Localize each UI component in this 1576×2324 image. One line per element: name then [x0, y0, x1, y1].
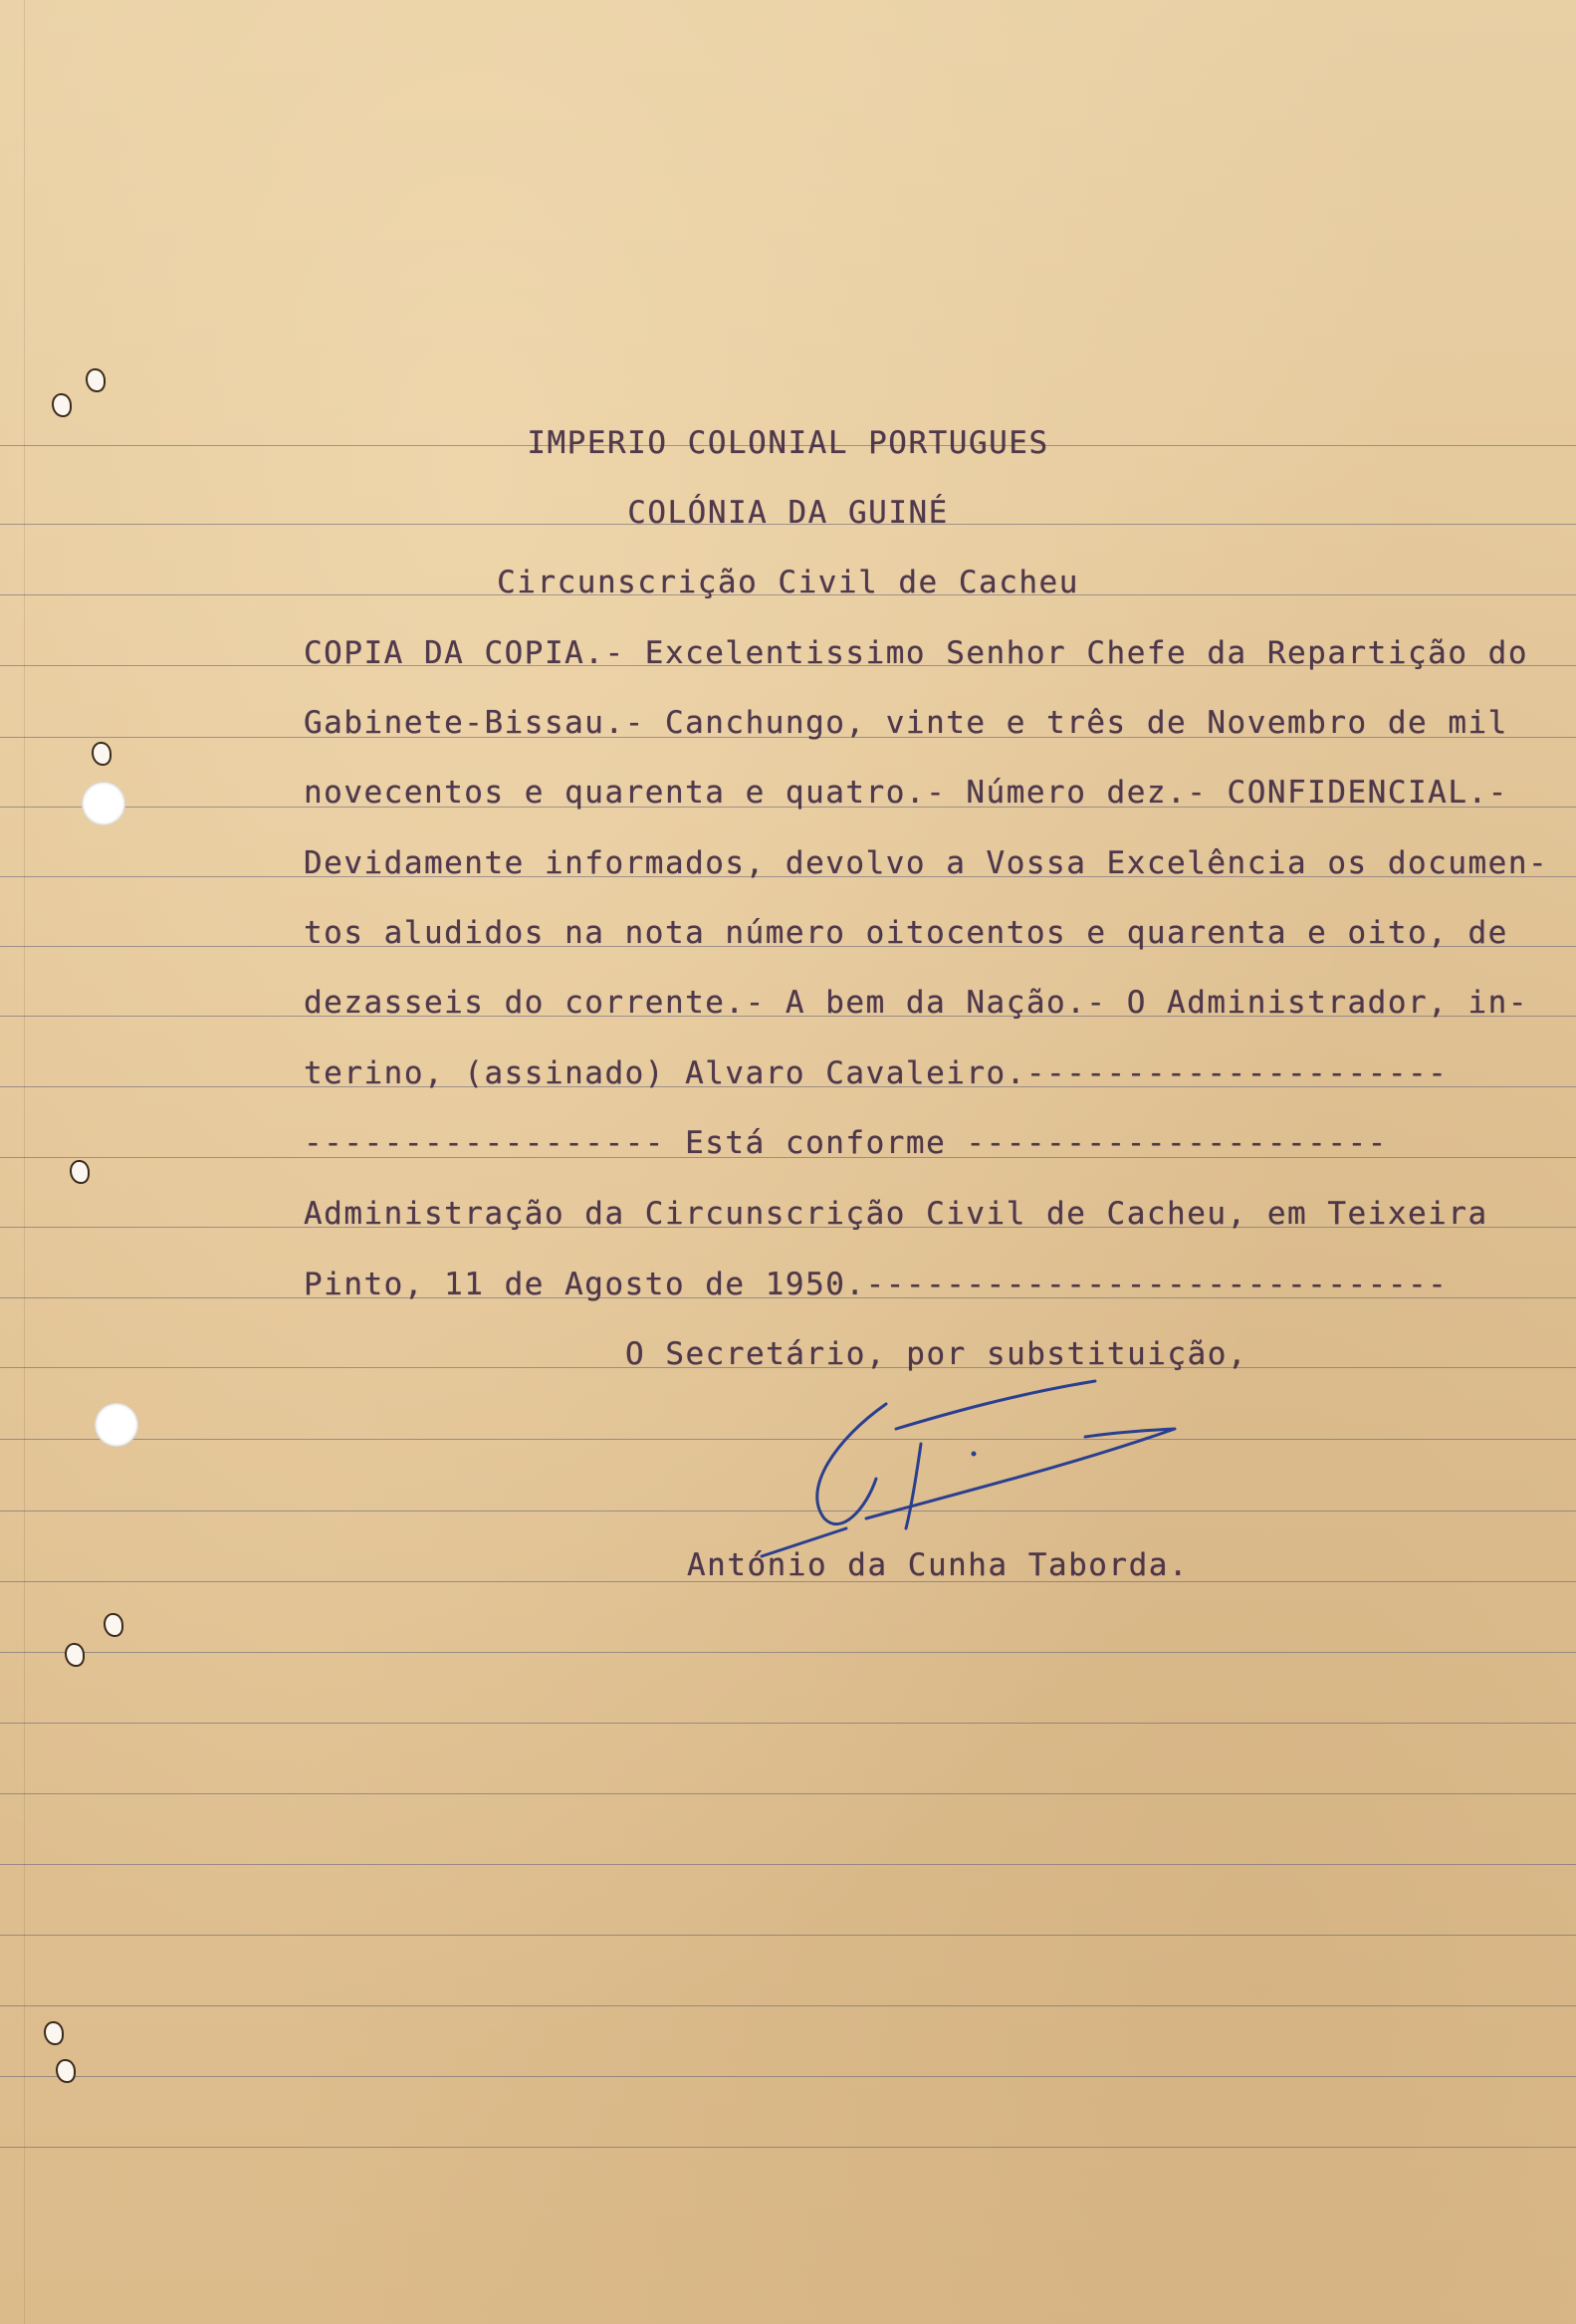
punch-hole	[82, 782, 125, 825]
ruled-line	[0, 1793, 1576, 1794]
body-line: novecentos e quarenta e quatro.- Número dez.- CONFIDENCIAL.-	[304, 775, 1508, 811]
body-line: Administração da Circunscrição Civil de Cacheu, em Teixeira	[304, 1196, 1488, 1232]
left-margin-rule	[24, 0, 25, 2324]
signature-stroke	[896, 1381, 1095, 1429]
pin-hole	[104, 1613, 123, 1637]
ruled-line	[0, 1935, 1576, 1936]
body-line: tos aludidos na nota número oitocentos e quarenta e oito, de	[304, 915, 1508, 951]
pin-hole	[70, 1160, 90, 1184]
circumscription-heading: Circunscrição Civil de Cacheu	[497, 565, 1079, 600]
body-line: COPIA DA COPIA.- Excelentissimo Senhor Chefe da Repartição do	[304, 635, 1528, 671]
pin-hole	[92, 742, 112, 766]
body-line: ------------------ Está conforme ---------------------	[304, 1125, 1388, 1161]
signatory-name: António da Cunha Taborda.	[687, 1547, 1190, 1583]
pin-hole	[56, 2059, 76, 2083]
pin-hole	[65, 1643, 85, 1667]
signature-stroke	[906, 1444, 921, 1528]
handwritten-signature	[717, 1369, 1195, 1558]
closing-line: O Secretário, por substituição,	[625, 1336, 1248, 1372]
body-line: Gabinete-Bissau.- Canchungo, vinte e três de Novembro de mil	[304, 705, 1508, 741]
signature-dot	[972, 1452, 977, 1457]
ruled-line	[0, 1652, 1576, 1653]
ruled-line	[0, 1864, 1576, 1865]
ruled-line	[0, 1723, 1576, 1724]
empire-heading: IMPERIO COLONIAL PORTUGUES	[527, 425, 1049, 461]
pin-hole	[44, 2021, 64, 2045]
ruled-line	[0, 2005, 1576, 2006]
colony-heading: COLÓNIA DA GUINÉ	[627, 495, 949, 531]
punch-hole	[95, 1403, 138, 1447]
body-line: Pinto, 11 de Agosto de 1950.-----------------------------	[304, 1267, 1449, 1302]
signature-stroke	[866, 1429, 1175, 1518]
body-line: terino, (assinado) Alvaro Cavaleiro.---------------------	[304, 1055, 1449, 1091]
ruled-line	[0, 2076, 1576, 2077]
pin-hole	[52, 393, 72, 417]
pin-hole	[86, 368, 106, 392]
signature-stroke	[817, 1404, 886, 1524]
body-line: dezasseis do corrente.- A bem da Nação.- O Administrador, in-	[304, 985, 1528, 1021]
body-line: Devidamente informados, devolvo a Vossa Excelência os documen-	[304, 845, 1549, 881]
ruled-line	[0, 2147, 1576, 2148]
